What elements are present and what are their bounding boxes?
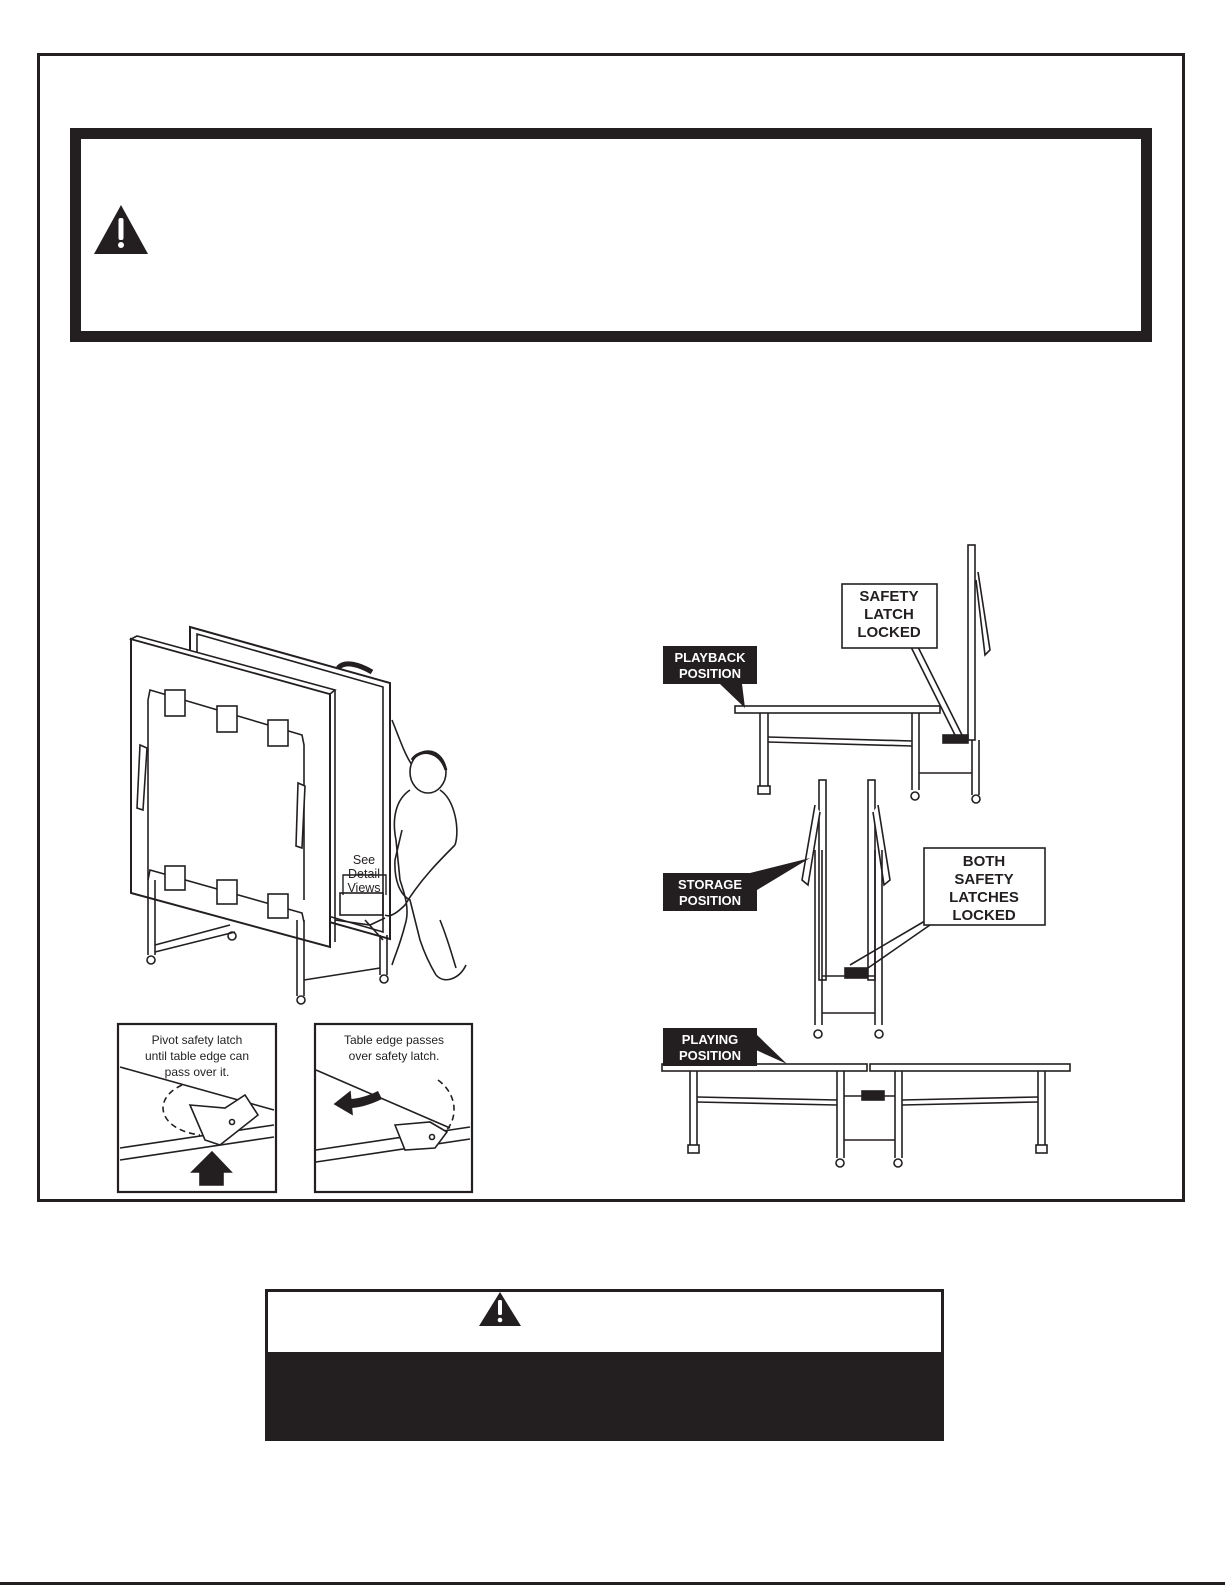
svg-text:POSITION: POSITION [678,666,742,681]
svg-text:until table edge can: until table edge can [144,1049,250,1063]
playing-position-illustration [662,1064,1070,1167]
warning-triangle-icon [479,1292,521,1326]
svg-text:Detail: Detail [348,867,380,881]
svg-text:SAFETY: SAFETY [859,588,919,605]
storage-position-illustration [802,780,930,1038]
svg-text:POSITION: POSITION [678,1048,742,1063]
svg-text:LOCKED: LOCKED [857,624,921,641]
detail-left-caption [145,1033,249,1079]
detail-right-caption [344,1033,444,1063]
svg-text:LATCHES: LATCHES [949,889,1019,906]
folding-table-illustration [131,627,466,1004]
svg-text:Views: Views [347,881,381,895]
playback-position-label [674,650,746,681]
svg-text:pass over it.: pass over it. [164,1065,230,1079]
svg-text:over safety latch.: over safety latch. [348,1049,440,1063]
warning-triangle-icon [94,205,148,254]
playing-position-label [679,1032,741,1063]
svg-text:STORAGE: STORAGE [677,877,743,892]
svg-text:SAFETY: SAFETY [954,871,1014,888]
svg-text:Table edge passes: Table edge passes [343,1033,445,1047]
svg-text:See: See [352,853,376,867]
svg-text:LOCKED: LOCKED [952,907,1016,924]
svg-text:POSITION: POSITION [678,893,742,908]
svg-text:PLAYING: PLAYING [681,1032,739,1047]
svg-text:BOTH: BOTH [962,853,1006,870]
svg-text:PLAYBACK: PLAYBACK [674,650,746,665]
svg-text:Pivot safety latch: Pivot safety latch [151,1033,243,1047]
svg-text:LATCH: LATCH [864,606,914,623]
storage-position-label [678,877,742,908]
safety-latch-locked-label [857,588,921,641]
